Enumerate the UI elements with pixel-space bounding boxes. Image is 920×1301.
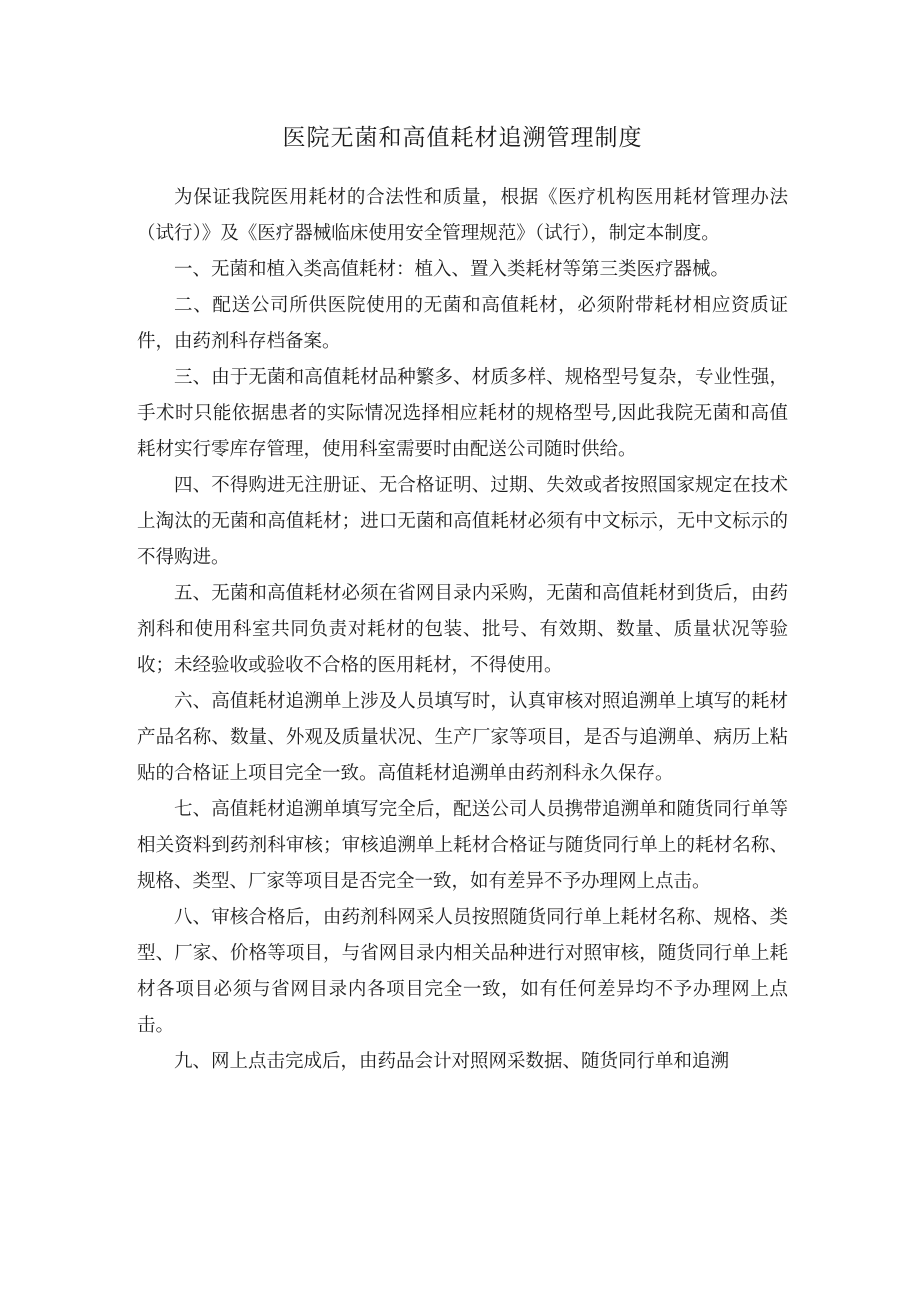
paragraph-item-6: 六、高值耗材追溯单上涉及人员填写时，认真审核对照追溯单上填写的耗材产品名称、数量、外观及质量状况、生产厂家等项目，是否与追溯单、病历上粘贴的合格证上项目完全一致。高值耗材追溯单由药剂科永久保存。: [137, 691, 788, 784]
paragraph-item-5: 五、无菌和高值耗材必须在省网目录内采购，无菌和高值耗材到货后，由药剂科和使用科室共同负责对耗材的包装、批号、有效期、数量、质量状况等验收；未经验收或验收不合格的医用耗材，不得使用。: [137, 583, 788, 676]
paragraph-item-4: 四、不得购进无注册证、无合格证明、过期、失效或者按照国家规定在技术上淘汰的无菌和高值耗材；进口无菌和高值耗材必须有中文标示，无中文标示的不得购进。: [137, 475, 788, 568]
paragraph-item-7: 七、高值耗材追溯单填写完全后，配送公司人员携带追溯单和随货同行单等相关资料到药剂科审核；审核追溯单上耗材合格证与随货同行单上的耗材名称、规格、类型、厂家等项目是否完全一致，如有差异不予办理网上点击。: [137, 799, 788, 892]
paragraph-item-8: 八、审核合格后，由药剂科网采人员按照随货同行单上耗材名称、规格、类型、厂家、价格等项目，与省网目录内相关品种进行对照审核，随货同行单上耗材各项目必须与省网目录内各项目完全一致，如有任何差异均不予办理网上点击。: [137, 907, 788, 1036]
paragraph-item-2: 二、配送公司所供医院使用的无菌和高值耗材，必须附带耗材相应资质证件，由药剂科存档备案。: [137, 295, 788, 352]
document-title: 医院无菌和高值耗材追溯管理制度: [282, 125, 643, 151]
paragraph-intro: 为保证我院医用耗材的合法性和质量，根据《医疗机构医用耗材管理办法（试行）》及《医疗器械临床使用安全管理规范》（试行），制定本制度。: [137, 187, 788, 244]
paragraph-item-3: 三、由于无菌和高值耗材品种繁多、材质多样、规格型号复杂，专业性强，手术时只能依据患者的实际情况选择相应耗材的规格型号,因此我院无菌和高值耗材实行零库存管理，使用科室需要时由配送公司随时供给。: [137, 367, 788, 460]
paragraph-item-1: 一、无菌和植入类高值耗材：植入、置入类耗材等第三类医疗器械。: [174, 259, 730, 280]
paragraph-item-9: 九、网上点击完成后，由药品会计对照网采数据、随货同行单和追溯: [174, 1051, 730, 1072]
